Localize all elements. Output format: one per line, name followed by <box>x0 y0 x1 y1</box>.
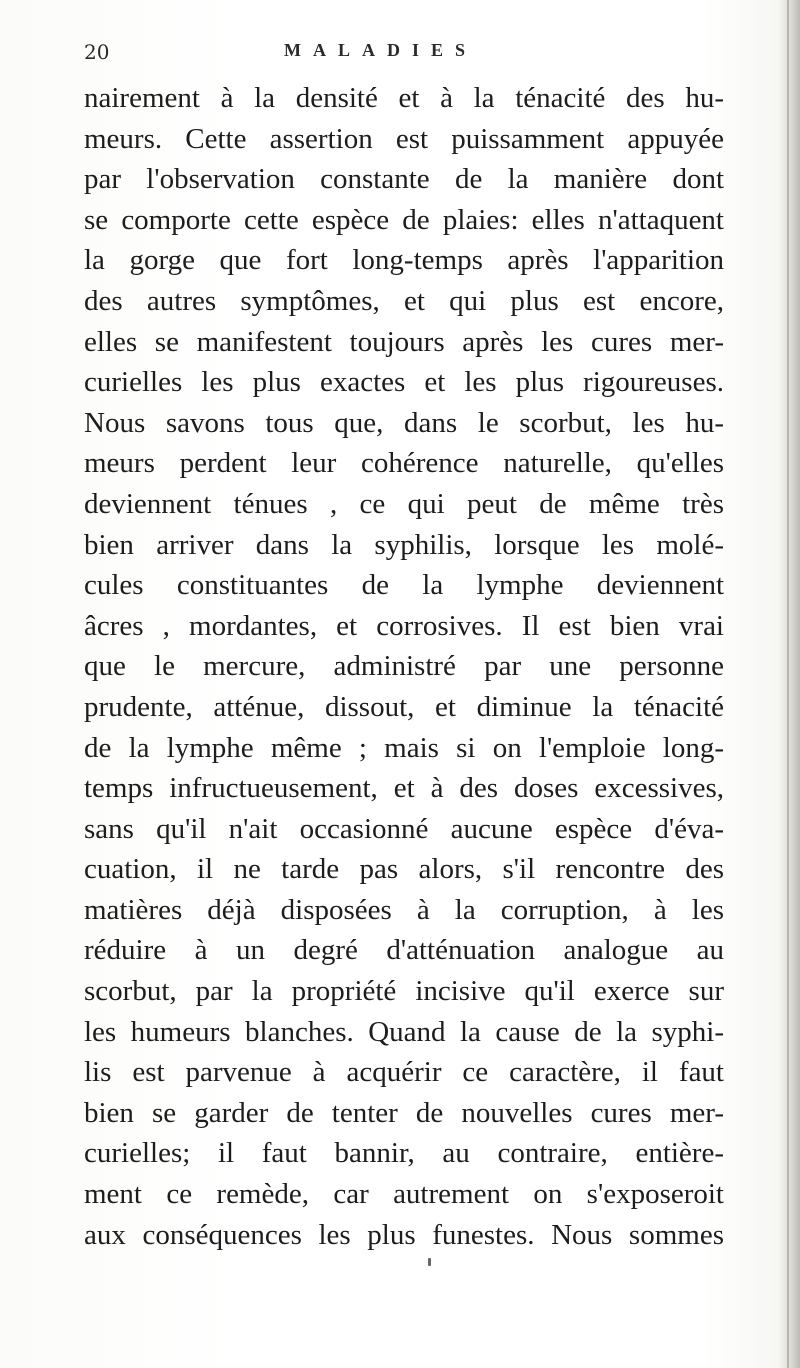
text-line: meurs perdent leur cohérence naturelle, qu'elles <box>84 447 724 480</box>
text-line: prudente, atténue, dissout, et diminue la ténacité <box>84 690 724 723</box>
text-line: des autres symptômes, et qui plus est encore, <box>84 284 724 317</box>
text-line: cuation, il ne tarde pas alors, s'il rencontre des <box>84 853 724 886</box>
page-edge-line <box>787 0 789 1368</box>
text-line: par l'observation constante de la manière dont <box>84 163 724 196</box>
text-line: nairement à la densité et à la ténacité des hu- <box>84 82 724 114</box>
text-line: réduire à un degré d'atténuation analogue au <box>84 934 724 967</box>
text-line: temps infructueusement, et à des doses excessives, <box>84 772 724 805</box>
running-head <box>84 40 704 72</box>
text-line: sans qu'il n'ait occasionné aucune espèce d'éva- <box>84 812 724 845</box>
text-line: scorbut, par la propriété incisive qu'il exerce sur <box>84 975 724 1008</box>
text-line: se comporte cette espèce de plaies: elles n'attaquent <box>84 203 724 236</box>
text-line: âcres , mordantes, et corrosives. Il est bien vrai <box>84 609 724 642</box>
text-line: bien se garder de tenter de nouvelles cures mer- <box>84 1096 724 1129</box>
page-number: 20 <box>84 40 110 64</box>
text-line: elles se manifestent toujours après les cures mer- <box>84 325 724 358</box>
text-line: curielles les plus exactes et les plus rigoureuses. <box>84 366 724 399</box>
text-line: curielles; il faut bannir, au contraire, entière- <box>84 1137 724 1170</box>
text-line: lis est parvenue à acquérir ce caractère, il faut <box>84 1056 724 1089</box>
text-line: bien arriver dans la syphilis, lorsque les molé- <box>84 528 724 561</box>
text-line: cules constituantes de la lymphe deviennent <box>84 569 724 602</box>
body-text <box>84 78 724 1255</box>
text-line: la gorge que fort long-temps après l'apparition <box>84 244 724 277</box>
running-title: MALADIES <box>284 40 478 60</box>
ink-mark <box>428 1258 431 1266</box>
page-edge-shadow <box>778 0 800 1368</box>
text-line: Nous savons tous que, dans le scorbut, les hu- <box>84 406 724 439</box>
text-line: ment ce remède, car autrement on s'exposeroit <box>84 1178 724 1211</box>
text-line: deviennent ténues , ce qui peut de même très <box>84 487 724 520</box>
text-line: que le mercure, administré par une personne <box>84 650 724 683</box>
text-line: meurs. Cette assertion est puissamment appuyée <box>84 122 724 155</box>
text-line: de la lymphe même ; mais si on l'emploie long- <box>84 731 724 764</box>
text-line: aux conséquences les plus funestes. Nous sommes <box>84 1218 724 1251</box>
text-line: les humeurs blanches. Quand la cause de la syphi- <box>84 1015 724 1048</box>
text-line: matières déjà disposées à la corruption, à les <box>84 893 724 926</box>
